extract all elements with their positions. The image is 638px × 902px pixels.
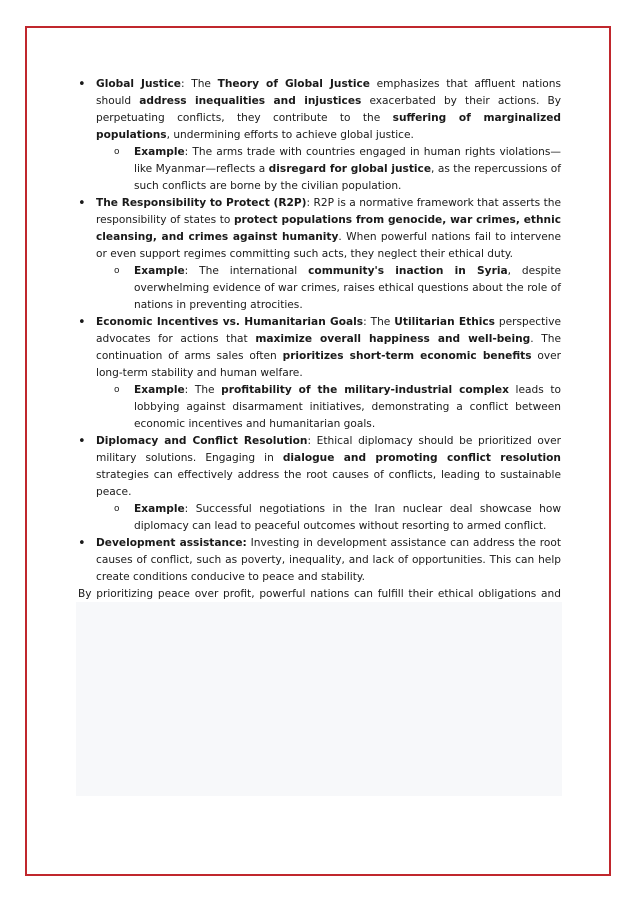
example-item	[134, 382, 561, 433]
bullet-text	[96, 76, 561, 144]
bold-text: Theory of Global Justice	[217, 78, 370, 90]
text-run: exacerbated by their actions. By perpetuating conflicts, they contribute to the	[96, 95, 562, 124]
document-body	[78, 76, 561, 654]
bold-text: community's inaction in Syria	[308, 265, 508, 277]
text-run: leads to lobbying against disarmament initiatives, demonstrating a conflict between economic incentives and humanitarian goals.	[134, 384, 561, 430]
text-run: . When powerful nations fail to intervene or even support regimes committing such acts, they neglect their ethical duty.	[96, 231, 561, 260]
bullet-item	[78, 314, 561, 433]
bullet-text	[96, 433, 561, 501]
bullet-item	[78, 433, 561, 535]
bold-text: profitability of the military-industrial complex	[221, 384, 509, 396]
sub-list	[96, 144, 561, 195]
text-run: : The international	[184, 265, 309, 277]
text-run: , despite overwhelming evidence of war crimes, raises ethical questions about the role of nations in preventing atrocities.	[134, 265, 561, 311]
bold-text: prioritizes short-term economic benefits	[282, 350, 532, 362]
sub-list	[96, 382, 561, 433]
text-run: : Successful negotiations in the Iran nuclear deal showcase how diplomacy can lead to peaceful outcomes without resorting to armed conflict.	[134, 503, 561, 532]
text-run: : The	[363, 316, 395, 328]
text-run: : Ethical diplomacy should be prioritized over military solutions. Engaging in	[96, 435, 561, 464]
text-run: over long-term stability and human welfare.	[96, 350, 562, 379]
bold-text: Example	[134, 384, 185, 396]
sub-list	[96, 263, 561, 314]
bold-text: Development assistance:	[96, 537, 247, 549]
bold-text: Utilitarian Ethics	[394, 316, 495, 328]
bold-text: maximize overall happiness and well-being	[255, 333, 531, 345]
bullet-item	[78, 195, 561, 314]
bold-text: protect populations from genocide, war crimes, ethnic cleansing, and crimes against humanity	[96, 214, 561, 243]
sub-list	[96, 501, 561, 535]
text-run: : R2P is a normative framework that asserts the responsibility of states to	[96, 197, 561, 226]
example-item	[134, 501, 561, 535]
bold-text: dialogue and promoting conflict resolution	[282, 452, 561, 464]
text-run: : The	[180, 78, 218, 90]
bold-text: Economic Incentives vs. Humanitarian Goals	[96, 316, 364, 328]
bullet-item	[78, 76, 561, 195]
text-run: : The	[184, 384, 222, 396]
bullet-text	[96, 314, 561, 382]
text-run: , as the repercussions of such conflicts are borne by the civilian population.	[134, 163, 561, 192]
text-run: : The arms trade with countries engaged in human rights violations—like Myanmar—reflects a	[134, 146, 561, 175]
bullet-item	[78, 535, 561, 586]
bullet-text	[96, 535, 561, 586]
bold-text: Example	[134, 503, 185, 515]
text-run: perspective advocates for actions that	[96, 316, 561, 345]
text-run: Investing in development assistance can address the root causes of conflict, such as poverty, inequality, and lack of opportunities. This can help create conditions conducive to peace and stability.	[96, 537, 561, 583]
bold-text: Example	[134, 265, 185, 277]
bold-text: The Responsibility to Protect (R2P)	[96, 197, 307, 209]
text-run: strategies can effectively address the root causes of conflicts, leading to sustainable peace.	[96, 469, 561, 498]
text-run: , undermining efforts to achieve global justice.	[166, 129, 414, 141]
bullet-text	[96, 195, 561, 263]
bold-text: disregard for global justice	[268, 163, 432, 175]
example-item	[134, 144, 561, 195]
image-placeholder	[76, 602, 562, 796]
text-run: emphasizes that affluent nations should	[96, 78, 561, 107]
bold-text: Diplomacy and Conflict Resolution	[96, 435, 308, 447]
text-run: . The continuation of arms sales often	[96, 333, 561, 362]
closing-paragraph: By prioritizing peace over profit, powerful nations can fulfill their ethical obligations and	[78, 588, 561, 600]
bold-text: Example	[134, 146, 185, 158]
bold-text: address inequalities and injustices	[139, 95, 362, 107]
example-item	[134, 263, 561, 314]
bold-text: suffering of marginalized populations	[96, 112, 562, 141]
bold-text: Global Justice	[96, 78, 181, 90]
bullet-list	[78, 76, 561, 586]
